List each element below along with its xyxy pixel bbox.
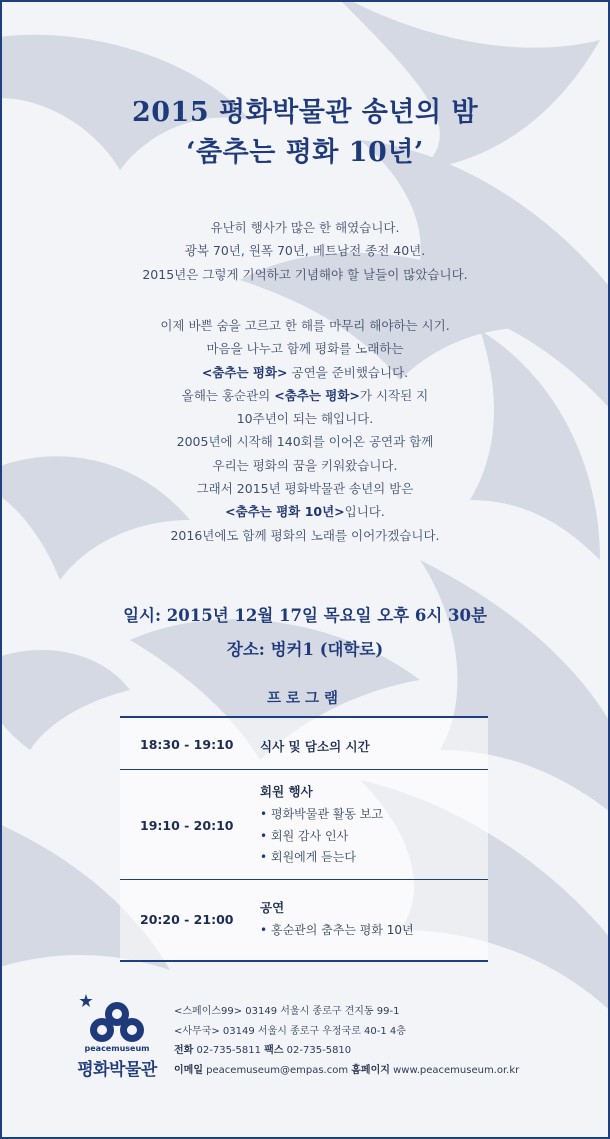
program-desc <box>260 898 482 942</box>
peacemuseum-logo <box>72 992 162 1087</box>
program-desc <box>260 737 482 755</box>
program-title: 회원 행사 <box>260 784 313 799</box>
logo-name: 평화박물관 <box>77 1060 157 1080</box>
program-desc <box>260 782 482 869</box>
program-table <box>120 716 488 962</box>
program-time: 20:20 - 21:00 <box>140 912 234 927</box>
intro-text: 입니다. <box>344 504 385 520</box>
logo-subtitle: peacemuseum <box>84 1044 150 1053</box>
office-address-line <box>174 1022 594 1042</box>
office-label: <사무국> <box>174 1025 220 1037</box>
program-row <box>120 770 488 880</box>
homepage-url: www.peacemuseum.or.kr <box>389 1064 520 1076</box>
program-item: • 회원 감사 인사 <box>260 826 482 848</box>
office-address: 03149 서울시 종로구 우정국로 40-1 4층 <box>219 1025 406 1037</box>
intro-text: 올해는 홍순관의 <box>181 387 275 403</box>
email-label: 이메일 <box>174 1064 203 1076</box>
space-address-line <box>174 1002 594 1022</box>
program-item: • 평화박물관 활동 보고 <box>260 804 482 826</box>
program-heading: 프로그램 <box>266 691 344 707</box>
program-title: 식사 및 담소의 시간 <box>260 739 370 754</box>
intro-line: 그래서 2015년 평화박물관 송년의 밤은 <box>196 481 414 497</box>
program-time: 19:10 - 20:10 <box>140 818 234 833</box>
intro-line: 2016년에도 함께 평화의 노래를 이어가겠습니다. <box>170 527 440 543</box>
fax-label: 팩스 <box>264 1045 284 1056</box>
show-title-bold: <춤추는 평화> <box>274 387 360 403</box>
intro-paragraph-1 <box>0 216 610 286</box>
fax-number: 02-735-5810 <box>283 1045 352 1056</box>
intro-text: 가 시작된 지 <box>359 387 429 403</box>
event-datetime: 일시: 2015년 12월 17일 목요일 오후 6시 30분 <box>123 606 487 625</box>
page-title-line2: ‘춤추는 평화 10년’ <box>186 137 424 168</box>
phone-line <box>174 1041 594 1061</box>
program-row <box>120 718 488 770</box>
page-title-line1: 2015 평화박물관 송년의 밤 <box>131 97 479 128</box>
intro-paragraph-2 <box>0 314 610 547</box>
program-item: • 홍순관의 춤추는 평화 10년 <box>260 920 482 942</box>
show-title-bold: <춤추는 평화 10년> <box>225 504 345 520</box>
intro-line <box>0 500 610 523</box>
intro-line: 광복 70년, 원폭 70년, 베트남전 종전 40년. <box>184 243 426 259</box>
intro-line: 우리는 평화의 꿈을 키워왔습니다. <box>212 457 398 473</box>
phone-label: 전화 <box>174 1045 194 1056</box>
peacemuseum-logo-icon <box>72 992 162 1044</box>
intro-line <box>0 361 610 384</box>
program-item: • 회원에게 듣는다 <box>260 847 482 869</box>
intro-line: 2015년은 그렇게 기억하고 기념해야 할 날들이 많았습니다. <box>142 266 468 282</box>
event-venue: 장소: 벙커1 (대학로) <box>226 640 384 659</box>
email-homepage-line <box>174 1061 594 1081</box>
program-items <box>260 920 482 942</box>
intro-text: 공연을 준비했습니다. <box>287 364 409 380</box>
email-address: peacemuseum@empas.com <box>202 1064 352 1076</box>
space-label: <스페이스99> <box>174 1006 243 1017</box>
phone-number: 02-735-5811 <box>193 1045 265 1056</box>
program-time: 18:30 - 19:10 <box>140 737 234 752</box>
program-title: 공연 <box>260 900 285 915</box>
intro-line: 이제 바쁜 숨을 고르고 한 해를 마무리 해야하는 시기. <box>160 318 450 333</box>
intro-line: 유난히 행사가 많은 한 해였습니다. <box>210 220 400 235</box>
intro-line: 10주년이 되는 해입니다. <box>236 411 374 427</box>
intro-line: 마음을 나누고 함께 평화를 노래하는 <box>206 341 404 357</box>
intro-line <box>0 384 610 407</box>
show-title-bold: <춤추는 평화> <box>201 364 288 380</box>
intro-line: 2005년에 시작해 140회를 이어온 공연과 함께 <box>176 434 434 450</box>
program-items <box>260 804 482 869</box>
program-row <box>120 880 488 960</box>
contact-info <box>174 1002 594 1080</box>
space-address: 03149 서울시 종로구 견지동 99-1 <box>242 1006 400 1017</box>
homepage-label: 홈페이지 <box>351 1064 390 1076</box>
